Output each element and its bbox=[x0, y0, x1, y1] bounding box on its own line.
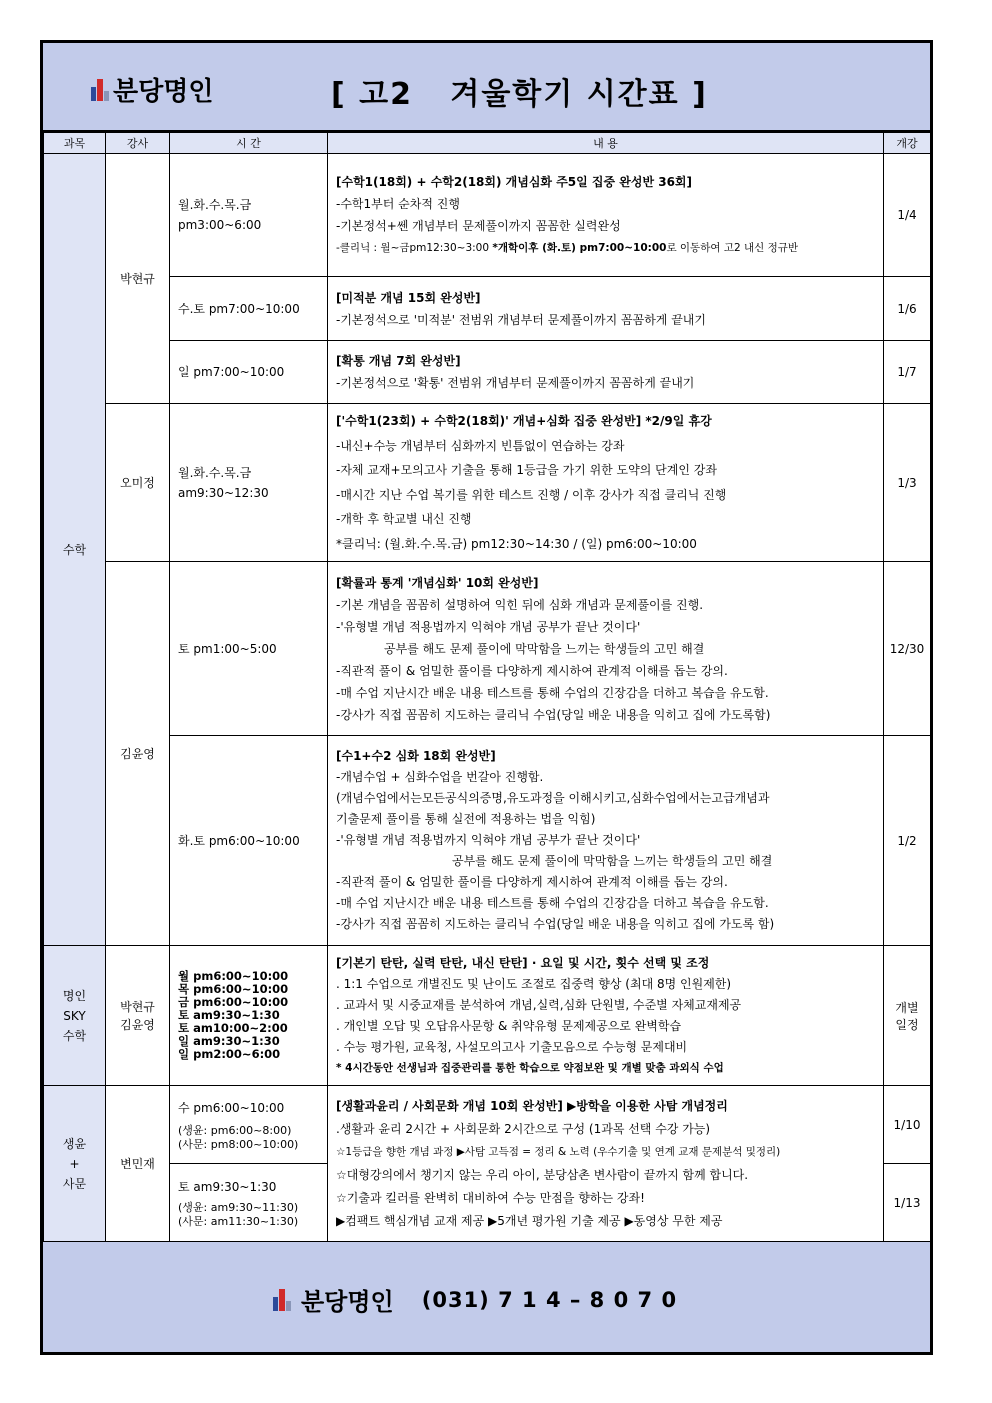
content-line: -직관적 풀이 & 엄밀한 풀이를 다양하게 제시하여 관계적 이해를 돕는 강의. bbox=[336, 663, 728, 678]
content-line: 공부를 해도 문제 풀이에 막막함을 느끼는 학생들의 고민 해결 bbox=[384, 641, 705, 656]
count-cell: 1/4 bbox=[884, 154, 931, 277]
count-cell: 12/30 bbox=[884, 562, 931, 736]
count-cell: 1/10 bbox=[884, 1086, 931, 1164]
col-subject: 과목 bbox=[44, 133, 106, 154]
col-time: 시 간 bbox=[170, 133, 328, 154]
count-cell bbox=[884, 946, 931, 1086]
col-count: 개강 bbox=[884, 133, 931, 154]
content-line: . 교과서 및 시중교재를 분석하여 개념,실력,심화 단원별, 수준별 자체교재제공 bbox=[336, 997, 742, 1012]
time-slot: 수 pm6:00~10:00 bbox=[178, 1100, 285, 1115]
col-teacher: 강사 bbox=[106, 133, 170, 154]
content-line: -수학1부터 순차적 진행 bbox=[336, 197, 460, 211]
time-slot: 토 am10:00~2:00 bbox=[178, 1021, 288, 1035]
table-row bbox=[44, 946, 931, 1086]
content-line: (개념수업에서는모든공식의증명,유도과정을 이해시키고,심화수업에서는고급개념과 bbox=[336, 791, 770, 805]
count-line: 개별 bbox=[895, 1000, 919, 1015]
teacher-name: 김윤영 bbox=[120, 1017, 155, 1032]
content-line: ☆1등급을 향한 개념 과정 ▶사탐 고득점 = 정리 & 노력 (우수기출 및 연계 교재 문제분석 및정리) bbox=[336, 1145, 781, 1158]
time-days: 월.화.수.목.금 bbox=[178, 198, 252, 212]
subject-social bbox=[44, 1086, 106, 1242]
course-title: [확률과 통계 '개념심화' 10회 완성반] bbox=[336, 575, 539, 590]
content-line: 기출문제 풀이를 통해 실전에 적용하는 법을 익힘) bbox=[336, 812, 596, 826]
course-title: [기본기 탄탄, 실력 탄탄, 내신 탄탄] · 요일 및 시간, 횟수 선택 및 조정 bbox=[336, 955, 710, 970]
content-line: -자체 교재+모의고사 기출을 통해 1등급을 가기 위한 도약의 단계인 강좌 bbox=[336, 463, 717, 477]
count-cell: 1/6 bbox=[884, 277, 931, 341]
content-cell bbox=[328, 404, 884, 562]
teacher-cell: 변민재 bbox=[106, 1086, 170, 1242]
table-row bbox=[44, 277, 931, 341]
content-line: -개학 후 학교별 내신 진행 bbox=[336, 512, 472, 526]
time-slot: 금 pm6:00~10:00 bbox=[178, 995, 289, 1009]
logo-mark-icon bbox=[273, 1289, 291, 1311]
content-line: . 수능 평가원, 교육청, 사설모의고사 기출모음으로 수능형 문제대비 bbox=[336, 1039, 688, 1054]
teacher-cell: 김윤영 bbox=[106, 562, 170, 946]
clinic-tail: 로 이동하여 고2 내신 정규반 bbox=[666, 242, 799, 254]
time-hours: pm3:00~6:00 bbox=[178, 218, 262, 232]
teacher-name: 박현규 bbox=[120, 999, 155, 1014]
time-slot: 월 pm6:00~10:00 bbox=[178, 969, 289, 983]
time-days: 월.화.수.목.금 bbox=[178, 465, 252, 480]
table-header-row bbox=[44, 133, 931, 154]
timetable-frame bbox=[40, 40, 933, 1355]
content-line: -기본 개념을 꼼꼼히 설명하여 익힌 뒤에 심화 개념과 문제풀이를 진행. bbox=[336, 597, 704, 612]
content-cell bbox=[328, 736, 884, 946]
content-line: -기본정석으로 '미적분' 전범위 개념부터 문제풀이까지 꼼꼼하게 끝내기 bbox=[336, 312, 706, 327]
table-row bbox=[44, 154, 931, 277]
time-sub: (생윤: pm6:00~8:00) bbox=[178, 1123, 292, 1137]
course-title: [확통 개념 7회 완성반] bbox=[336, 354, 461, 368]
subject-line: 명인 bbox=[62, 988, 87, 1003]
footer-banner bbox=[43, 1242, 930, 1352]
time-cell bbox=[170, 1086, 328, 1164]
content-cell bbox=[328, 562, 884, 736]
subject-line: + bbox=[69, 1156, 80, 1171]
course-title: ['수학1(23회) + 수학2(18회)' 개념+심화 집중 완성반] *2/9일 휴강 bbox=[336, 414, 712, 428]
header-banner bbox=[43, 43, 930, 132]
teacher-cell: 박현규 bbox=[106, 154, 170, 404]
table-row bbox=[44, 1086, 931, 1164]
clinic-text: -클리닉 : 월~금pm12:30~3:00 bbox=[336, 242, 493, 254]
content-line: -매 수업 지난시간 배운 내용 테스트를 통해 수업의 긴장감을 더하고 복습을 유도함. bbox=[336, 896, 769, 910]
content-cell bbox=[328, 154, 884, 277]
time-cell bbox=[170, 946, 328, 1086]
content-cell bbox=[328, 341, 884, 404]
course-title: [수학1(18회) + 수학2(18회) 개념심화 주5일 집중 완성반 36회] bbox=[336, 175, 693, 189]
time-cell: 화.토 pm6:00~10:00 bbox=[170, 736, 328, 946]
course-title: [수1+수2 심화 18회 완성반] bbox=[336, 749, 496, 763]
table-row bbox=[44, 404, 931, 562]
time-sub: (생윤: am9:30~11:30) bbox=[178, 1200, 299, 1214]
subject-line: 사문 bbox=[62, 1176, 87, 1191]
time-cell bbox=[170, 404, 328, 562]
subject-line: 수학 bbox=[62, 1028, 87, 1043]
content-line: -강사가 직접 꼼꼼히 지도하는 클리닉 수업(당일 배운 내용을 익히고 집에 가도록함) bbox=[336, 707, 771, 722]
content-line: -매시간 지난 수업 복기를 위한 테스트 진행 / 이후 강사가 직접 클리닉 진행 bbox=[336, 487, 727, 502]
subject-line: 생윤 bbox=[62, 1136, 87, 1151]
table-row bbox=[44, 562, 931, 736]
course-title: [미적분 개념 15회 완성반] bbox=[336, 290, 481, 305]
subject-sky bbox=[44, 946, 106, 1086]
content-line: -직관적 풀이 & 엄밀한 풀이를 다양하게 제시하여 관계적 이해를 돕는 강의. bbox=[336, 875, 728, 889]
time-cell: 토 pm1:00~5:00 bbox=[170, 562, 328, 736]
content-line: .생활과 윤리 2시간 + 사회문화 2시간으로 구성 (1과목 선택 수강 가능) bbox=[336, 1121, 711, 1136]
content-line: 공부를 해도 문제 풀이에 막막함을 느끼는 학생들의 고민 해결 bbox=[452, 854, 773, 868]
content-line: -강사가 직접 꼼꼼히 지도하는 클리닉 수업(당일 배운 내용을 익히고 집에 가도록 함) bbox=[336, 917, 775, 931]
time-slot: 목 pm6:00~10:00 bbox=[178, 982, 289, 996]
time-hours: am9:30~12:30 bbox=[178, 485, 269, 500]
count-cell: 1/2 bbox=[884, 736, 931, 946]
time-slot: 일 am9:30~1:30 bbox=[178, 1034, 280, 1048]
content-line: -기본정석으로 '확통' 전범위 개념부터 문제풀이까지 꼼꼼하게 끝내기 bbox=[336, 376, 695, 390]
time-cell bbox=[170, 154, 328, 277]
content-line: ☆기출과 킬러를 완벽히 대비하여 수능 만점을 향하는 강좌! bbox=[336, 1190, 645, 1205]
teacher-cell: 오미정 bbox=[106, 404, 170, 562]
count-cell: 1/3 bbox=[884, 404, 931, 562]
content-line: -매 수업 지난시간 배운 내용 테스트를 통해 수업의 긴장감을 더하고 복습을 유도함. bbox=[336, 685, 769, 700]
content-line: -기본정석+쎈 개념부터 문제풀이까지 꼼꼼한 실력완성 bbox=[336, 219, 621, 233]
content-cell bbox=[328, 1086, 884, 1242]
footer-logo-text: 분당명인 bbox=[301, 1288, 394, 1316]
content-line: * 4시간동안 선생님과 집중관리를 통한 학습으로 약점보완 및 개별 맞춤 과외식 수업 bbox=[336, 1061, 724, 1074]
count-line: 일정 bbox=[895, 1017, 919, 1032]
content-cell bbox=[328, 946, 884, 1086]
count-cell: 1/13 bbox=[884, 1164, 931, 1242]
table-row bbox=[44, 736, 931, 946]
teacher-cell bbox=[106, 946, 170, 1086]
header-logo bbox=[91, 71, 213, 108]
content-line: ☆대형강의에서 챙기지 않는 우리 아이, 분당삼촌 변사람이 끝까지 함께 합니다. bbox=[336, 1167, 749, 1182]
time-cell bbox=[170, 1164, 328, 1242]
content-line: ▶컴팩트 핵심개념 교재 제공 ▶5개년 평가원 기출 제공 ▶동영상 무한 제공 bbox=[336, 1213, 723, 1228]
clinic-bold: *개학이후 (화.토) pm7:00~10:00 bbox=[492, 242, 667, 254]
footer-phone: (031) 7 1 4 – 8 0 7 0 bbox=[421, 1287, 678, 1312]
content-line: -개념수업 + 심화수업을 번갈아 진행함. bbox=[336, 770, 544, 784]
page-title: [ 고2 겨울학기 시간표 ] bbox=[331, 77, 708, 112]
time-cell: 수.토 pm7:00~10:00 bbox=[170, 277, 328, 341]
content-line: . 개인별 오답 및 오답유사문항 & 취약유형 문제제공으로 완벽학습 bbox=[336, 1018, 682, 1033]
content-line: -'유형별 개념 적용법까지 익혀야 개념 공부가 끝난 것이다' bbox=[336, 619, 641, 634]
content-line: . 1:1 수업으로 개별진도 및 난이도 조절로 집중력 향상 (최대 8명 인원제한) bbox=[336, 976, 732, 991]
footer-logo bbox=[273, 1282, 677, 1317]
time-slot: 토 am9:30~1:30 bbox=[178, 1008, 280, 1022]
subject-math: 수학 bbox=[44, 154, 106, 946]
content-line: -'유형별 개념 적용법까지 익혀야 개념 공부가 끝난 것이다' bbox=[336, 833, 641, 847]
content-line: -내신+수능 개념부터 심화까지 빈틈없이 연습하는 강좌 bbox=[336, 438, 625, 453]
time-slot: 토 am9:30~1:30 bbox=[178, 1179, 277, 1194]
subject-line: SKY bbox=[63, 1008, 86, 1023]
time-sub: (사문: pm8:00~10:00) bbox=[178, 1137, 299, 1151]
content-line: *클리닉: (월.화.수.목.금) pm12:30~14:30 / (일) pm6:00~10:00 bbox=[336, 536, 697, 551]
content-cell bbox=[328, 277, 884, 341]
course-title: [생활과윤리 / 사회문화 개념 10회 완성반] ▶방학을 이용한 사탐 개념정리 bbox=[336, 1098, 728, 1113]
content-line bbox=[336, 237, 875, 259]
count-cell: 1/7 bbox=[884, 341, 931, 404]
time-sub: (사문: am11:30~1:30) bbox=[178, 1214, 299, 1228]
col-content: 내 용 bbox=[328, 133, 884, 154]
logo-mark-icon bbox=[91, 79, 109, 101]
schedule-table bbox=[43, 132, 931, 1242]
time-cell: 일 pm7:00~10:00 bbox=[170, 341, 328, 404]
header-logo-text: 분당명인 bbox=[113, 77, 214, 107]
time-slot: 일 pm2:00~6:00 bbox=[178, 1047, 281, 1061]
table-row bbox=[44, 341, 931, 404]
